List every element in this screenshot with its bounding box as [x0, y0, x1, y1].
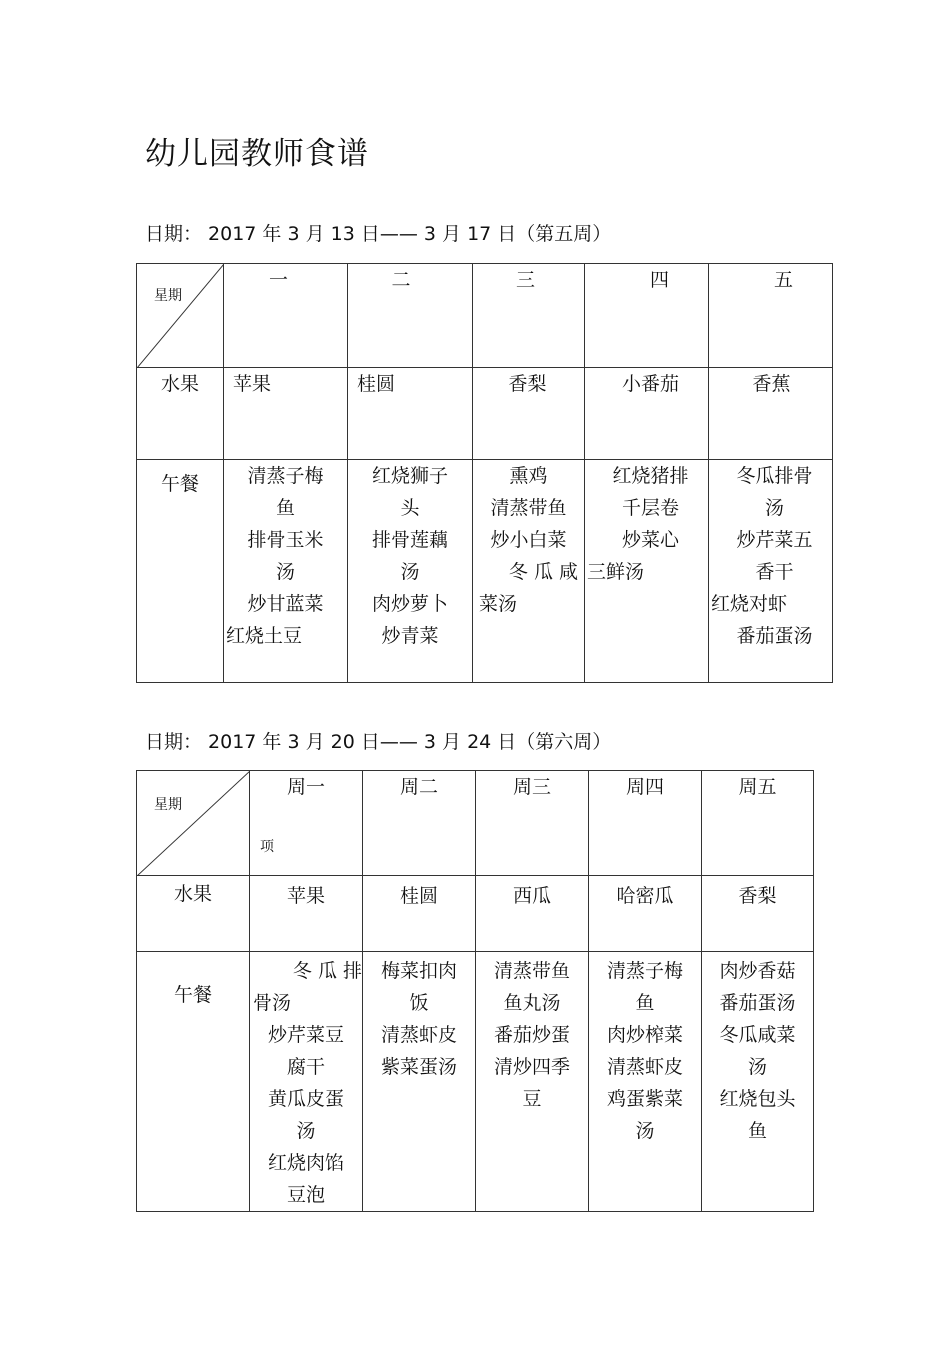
dish: 肉炒香菇 — [719, 960, 796, 982]
week2-day-4: 周四 — [589, 771, 702, 876]
dish: 清蒸子梅 — [606, 960, 683, 982]
dish: 骨汤 — [253, 992, 292, 1014]
week2-fruit-label: 水果 — [137, 876, 250, 952]
dish: 肉炒萝卜 — [371, 593, 448, 615]
dish: 鱼 — [747, 1120, 767, 1142]
dish: 汤 — [764, 497, 784, 519]
dish: 汤 — [275, 561, 295, 583]
dish: 红烧包头 — [719, 1088, 796, 1110]
dish: 鱼 — [275, 497, 295, 519]
dish: 汤 — [635, 1120, 655, 1142]
week1-corner-cell — [137, 264, 224, 368]
dish: 肉炒榨菜 — [606, 1024, 683, 1046]
dish: 清蒸子梅 — [247, 465, 324, 487]
week2-fruit-4: 哈密瓜 — [589, 876, 702, 952]
week2-lunch-4 — [589, 952, 702, 1212]
dish: 鱼丸汤 — [503, 992, 561, 1014]
week1-lunch-4 — [585, 460, 709, 683]
dish: 汤 — [400, 561, 420, 583]
dish: 清蒸虾皮 — [606, 1056, 683, 1078]
week1-fruit-2: 桂圆 — [348, 368, 473, 460]
dish: 豆泡 — [286, 1184, 325, 1206]
week1-date: 日期： 2017 年 3 月 13 日—— 3 月 17 日（第五周） — [145, 223, 612, 245]
week1-day-2: 二 — [348, 264, 473, 368]
dish: 头 — [400, 497, 420, 519]
dish: 炒青菜 — [381, 625, 439, 647]
week2-lunch-3 — [476, 952, 589, 1212]
dish: 冬瓜排骨 — [736, 465, 813, 487]
dish: 冬瓜咸菜 — [719, 1024, 796, 1046]
week2-day-5: 周五 — [702, 771, 814, 876]
diagonal-line — [137, 264, 224, 368]
dish: 红烧土豆 — [226, 625, 303, 647]
week2-day-1 — [250, 771, 363, 876]
page-title: 幼儿园教师食谱 — [145, 136, 369, 172]
week1-day-3: 三 — [473, 264, 585, 368]
dish: 梅菜扣肉 — [380, 960, 457, 982]
week2-lunch-1 — [250, 952, 363, 1212]
dish: 菜汤 — [479, 593, 518, 615]
dish: 红烧狮子 — [371, 465, 448, 487]
dish: 炒芹菜豆 — [267, 1024, 344, 1046]
week2-menu-table — [136, 770, 814, 1212]
dish: 炒芹菜五 — [736, 529, 813, 551]
week1-menu-table — [136, 263, 833, 683]
week1-lunch-2 — [348, 460, 473, 683]
week1-fruit-4: 小番茄 — [585, 368, 709, 460]
week1-fruit-row — [137, 368, 833, 460]
dish: 豆 — [522, 1088, 542, 1110]
week1-fruit-1: 苹果 — [224, 368, 348, 460]
week2-corner-label: 星期 — [154, 797, 182, 813]
week1-corner-label: 星期 — [154, 288, 182, 304]
week1-header-row — [137, 264, 833, 368]
dish: 清炒四季 — [493, 1056, 570, 1078]
dish: 鸡蛋紫菜 — [606, 1088, 683, 1110]
week2-fruit-row — [137, 876, 814, 952]
dish: 千层卷 — [621, 497, 679, 519]
dish: 炒小白菜 — [490, 529, 567, 551]
dish: 炒甘蓝菜 — [247, 593, 324, 615]
week1-fruit-3: 香梨 — [473, 368, 585, 460]
dish: 排骨玉米 — [247, 529, 324, 551]
week1-lunch-row — [137, 460, 833, 683]
week2-item-label: 项 — [260, 839, 274, 855]
week1-day-4: 四 — [585, 264, 709, 368]
week2-fruit-2: 桂圆 — [363, 876, 476, 952]
week2-corner-cell — [137, 771, 250, 876]
week2-lunch-label: 午餐 — [137, 952, 250, 1212]
week2-lunch-2 — [363, 952, 476, 1212]
week2-header-row — [137, 771, 814, 876]
dish: 汤 — [747, 1056, 767, 1078]
week2-lunch-5 — [702, 952, 814, 1212]
dish: 黄瓜皮蛋 — [267, 1088, 344, 1110]
week1-day-5: 五 — [709, 264, 833, 368]
dish: 红烧肉馅 — [267, 1152, 344, 1174]
dish: 冬 瓜 排 — [292, 960, 362, 982]
week1-fruit-5: 香蕉 — [709, 368, 833, 460]
dish: 熏鸡 — [509, 465, 548, 487]
week2-fruit-5: 香梨 — [702, 876, 814, 952]
dish: 饭 — [409, 992, 429, 1014]
week1-lunch-label: 午餐 — [137, 460, 224, 683]
week2-day-1-label: 周一 — [286, 776, 325, 798]
dish: 炒菜心 — [621, 529, 679, 551]
week1-lunch-1 — [224, 460, 348, 683]
dish: 番茄蛋汤 — [719, 992, 796, 1014]
week1-lunch-5 — [709, 460, 833, 683]
week2-date: 日期： 2017 年 3 月 20 日—— 3 月 24 日（第六周） — [145, 731, 612, 753]
dish: 冬 瓜 咸 — [508, 561, 578, 583]
dish: 番茄炒蛋 — [493, 1024, 570, 1046]
dish: 鱼 — [635, 992, 655, 1014]
week2-day-2: 周二 — [363, 771, 476, 876]
week2-lunch-row — [137, 952, 814, 1212]
dish: 紫菜蛋汤 — [380, 1056, 457, 1078]
week1-day-1: 一 — [224, 264, 348, 368]
dish: 红烧对虾 — [711, 593, 788, 615]
week1-fruit-label: 水果 — [137, 368, 224, 460]
week1-lunch-3 — [473, 460, 585, 683]
dish: 三鲜汤 — [587, 561, 645, 583]
dish: 腐干 — [286, 1056, 325, 1078]
dish: 红烧猪排 — [612, 465, 689, 487]
dish: 香干 — [755, 561, 794, 583]
diagonal-line — [137, 771, 250, 876]
dish: 番茄蛋汤 — [736, 625, 813, 647]
dish: 排骨莲藕 — [371, 529, 448, 551]
dish: 清蒸带鱼 — [493, 960, 570, 982]
week2-day-3: 周三 — [476, 771, 589, 876]
week2-fruit-3: 西瓜 — [476, 876, 589, 952]
week2-fruit-1: 苹果 — [250, 876, 363, 952]
dish: 汤 — [296, 1120, 316, 1142]
dish: 清蒸虾皮 — [380, 1024, 457, 1046]
dish: 清蒸带鱼 — [490, 497, 567, 519]
